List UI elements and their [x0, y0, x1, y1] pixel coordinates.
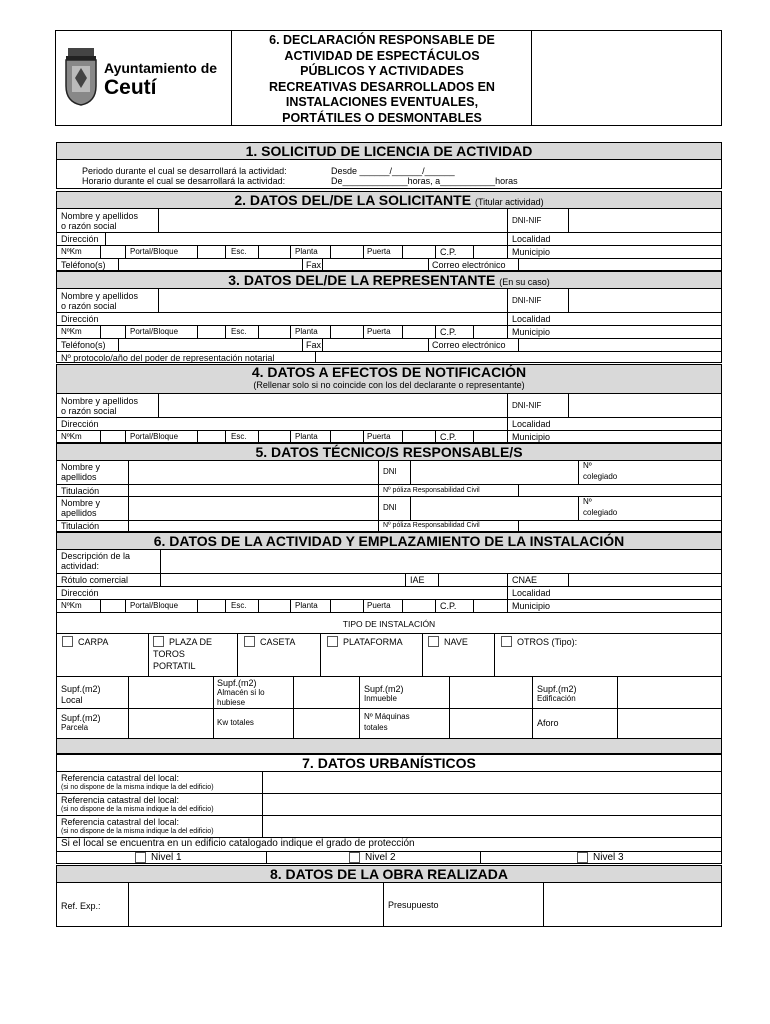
- coat-of-arms-logo: [62, 48, 100, 106]
- logo-line1: Ayuntamiento de: [104, 60, 218, 76]
- horas-field[interactable]: De_____________horas, a___________horas: [331, 176, 518, 186]
- section-1-title: 1. SOLICITUD DE LICENCIA DE ACTIVIDAD: [56, 142, 722, 160]
- carpa-checkbox[interactable]: [62, 636, 73, 647]
- tipo-instalacion-label: TIPO DE INSTALACIÓN: [342, 619, 436, 629]
- logo-line2: Ceutí: [104, 76, 157, 99]
- caseta-checkbox[interactable]: [244, 636, 255, 647]
- plataforma-checkbox[interactable]: [327, 636, 338, 647]
- presupuesto-label: Presupuesto: [388, 900, 439, 910]
- section-6-title: 6. DATOS DE LA ACTIVIDAD Y EMPLAZAMIENTO DE LA INSTALACIÓN: [56, 532, 722, 550]
- ref-exp-label: Ref. Exp.:: [61, 901, 101, 911]
- section-2-title: 2. DATOS DEL/DE LA SOLICITANTE (Titular actividad): [56, 191, 722, 209]
- otros-checkbox[interactable]: [501, 636, 512, 647]
- document-title: 6. DECLARACIÓN RESPONSABLE DE ACTIVIDAD DE ESPECTÁCULOS PÚBLICOS Y ACTIVIDADES RECREATIVAS DESARROLLADOS EN INSTALACIONES EVENTUALES, PORTÁTILES O DESMONTABLES: [269, 33, 495, 125]
- section-3-title: 3. DATOS DEL/DE LA REPRESENTANTE (En su caso): [56, 271, 722, 289]
- nivel-3-checkbox[interactable]: [577, 852, 588, 863]
- desde-field[interactable]: Desde ______/______/______: [331, 166, 455, 176]
- section-7-title: 7. DATOS URBANÍSTICOS: [56, 754, 722, 772]
- section-5-title: 5. DATOS TÉCNICO/S RESPONSABLE/S: [56, 443, 722, 461]
- nave-checkbox[interactable]: [428, 636, 439, 647]
- plaza-toros-checkbox[interactable]: [153, 636, 164, 647]
- horario-label: Horario durante el cual se desarrollará la actividad:: [82, 176, 286, 186]
- section-8-title: 8. DATOS DE LA OBRA REALIZADA: [56, 865, 722, 883]
- catalogado-label: Si el local se encuentra en un edificio catalogado indique el grado de protección: [61, 838, 415, 849]
- protocolo-label: Nº protocolo/año del poder de representación notarial: [61, 353, 275, 363]
- nivel-2-checkbox[interactable]: [349, 852, 360, 863]
- section-4-title: 4. DATOS A EFECTOS DE NOTIFICACIÓN (Rellenar solo si no coincide con los del declarante o representante): [56, 364, 722, 394]
- periodo-label: Periodo durante el cual se desarrollará la actividad:: [82, 166, 287, 176]
- nivel-1-checkbox[interactable]: [135, 852, 146, 863]
